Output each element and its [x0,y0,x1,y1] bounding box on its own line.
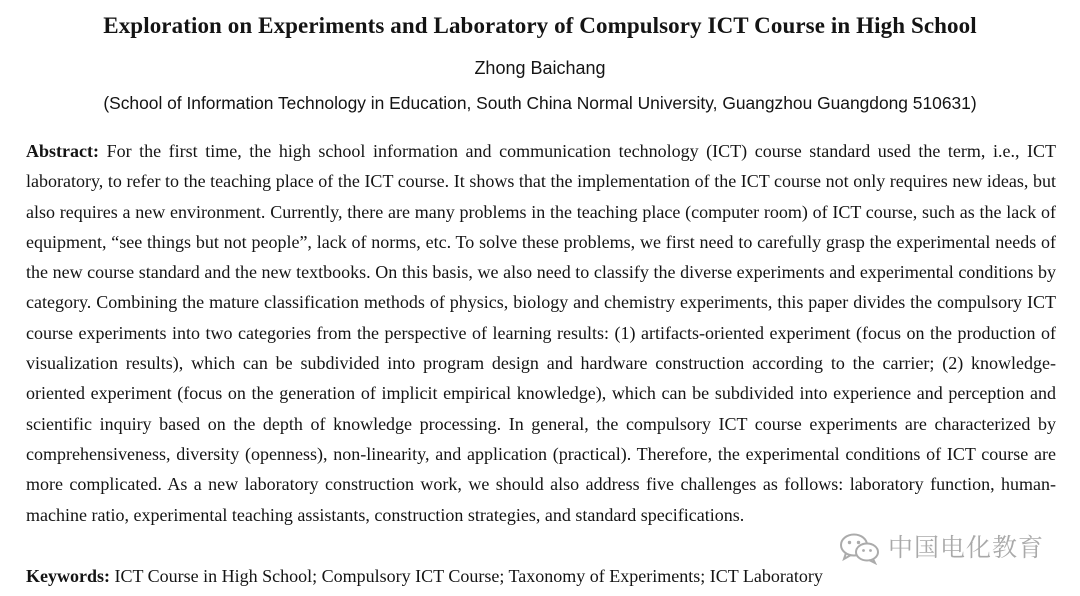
keywords-line [26,562,1056,590]
author-affiliation: (School of Information Technology in Education, South China Normal University, Guangzhou Guangdong 510631) [103,93,977,113]
paper-title: Exploration on Experiments and Laboratory of Compulsory ICT Course in High School [103,13,977,38]
watermark [838,530,1044,566]
author-name: Zhong Baichang [474,58,606,78]
abstract-paragraph [26,136,1056,530]
abstract-text: For the first time, the high school information and communication technology (ICT) course standard used the term, i.e., ICT laboratory, to refer to the teaching place of the ICT course. It shows that the implementation of the ICT course not only requires new ideas, but also requires a new environment. Currently, there are many problems in the teaching place (computer room) of ICT course, such as the lack of equipment, “see things but not people”, lack of norms, etc. To solve these problems, we first need to carefully grasp the experimental needs of the new course standard and the new textbooks. On this basis, we also need to classify the diverse experiments and experimental conditions by category. Combining the mature classification methods of physics, biology and chemistry experiments, this paper divides the compulsory ICT course experiments into two categories from the perspective of learning results: (1) artifacts-oriented experiment (focus on the production of visualization results), which can be subdivided into program design and hardware construction according to the carrier; (2) knowledge-oriented experiment (focus on the generation of implicit empirical knowledge), which can be subdivided into experience and perception and scientific inquiry based on the depth of knowledge processing. In general, the compulsory ICT course experiments are characterized by comprehensiveness, diversity (openness), non-linearity, and application (practical). Therefore, the experimental conditions of ICT course are more complicated. As a new laboratory construction work, we should also address five challenges as follows: laboratory function, human-machine ratio, experimental teaching assistants, construction strategies, and standard specifications. [26,141,1057,525]
watermark-text: 中国电化教育 [888,533,1045,562]
keywords-text: ICT Course in High School; Compulsory ICT Course; Taxonomy of Experiments; ICT Laboratory [114,566,823,586]
abstract-label: Abstract: [26,141,99,161]
wechat-icon [838,531,882,565]
keywords-label: Keywords: [26,566,110,586]
